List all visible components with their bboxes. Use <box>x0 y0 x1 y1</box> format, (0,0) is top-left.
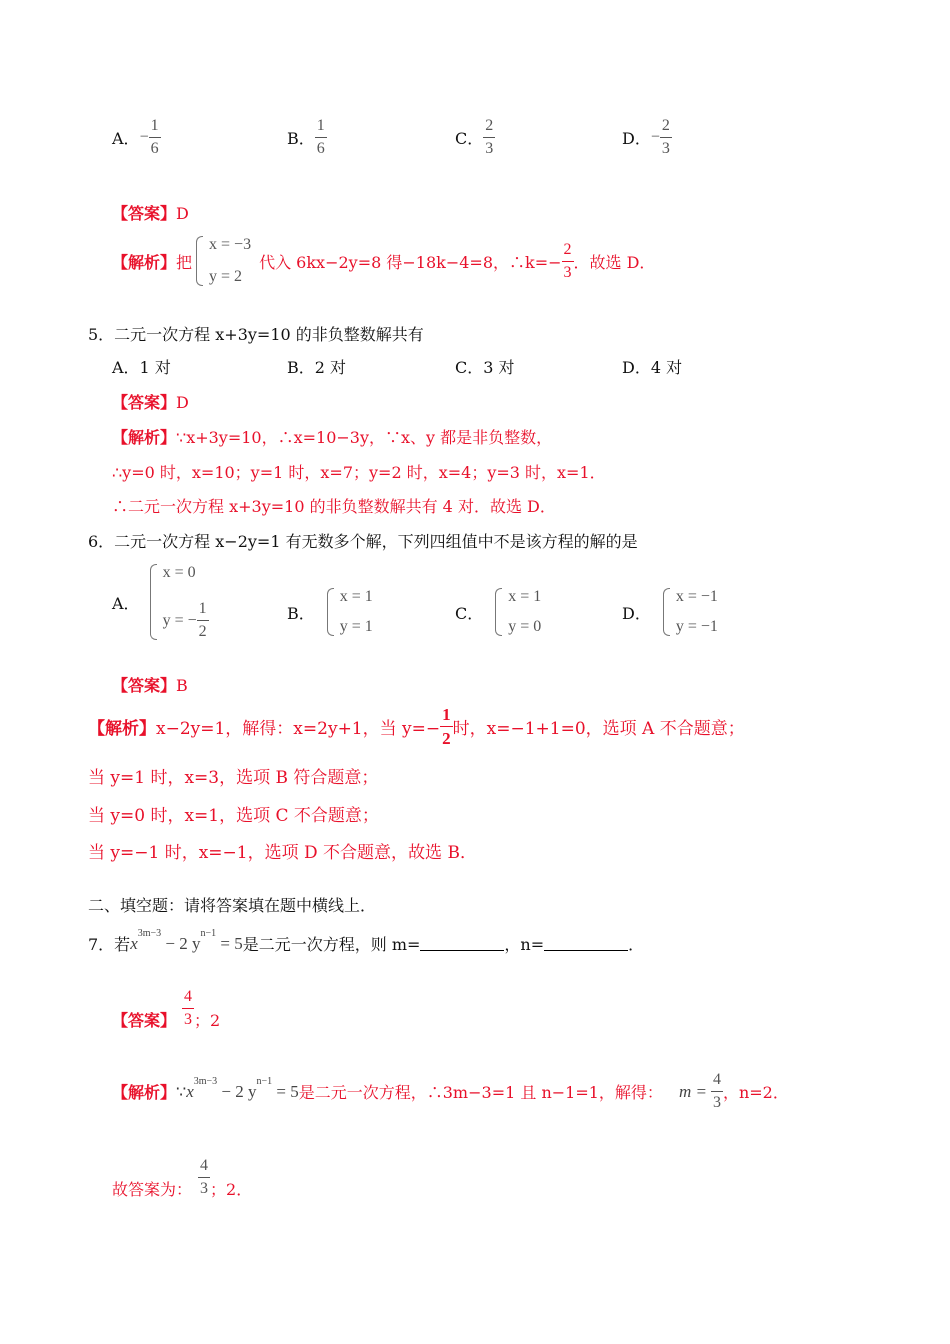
numerator: 1 <box>442 705 451 724</box>
analysis-text: 代入 6kx−2y=8 得−18k−4=8，∴k=− <box>259 252 562 272</box>
numerator: 4 <box>712 1071 721 1088</box>
denominator: 3 <box>198 1177 210 1197</box>
brace-icon <box>327 588 334 636</box>
q5-option-c: C．3 对 <box>455 358 515 377</box>
numerator: 1 <box>150 117 159 134</box>
analysis-tag: 【解析】 <box>112 1083 177 1102</box>
q7-stem <box>88 927 645 955</box>
q5-analysis-line1 <box>112 425 552 448</box>
fraction <box>660 118 672 157</box>
eq-exponent: n−1 <box>256 1075 273 1087</box>
system-row: x = 0 <box>162 564 196 581</box>
system-row: y = 1 <box>339 618 373 635</box>
q5-analysis-line2: ∴y=0 时，x=10；y=1 时，x=7；y=2 时，x=4；y=3 时，x=1． <box>112 463 606 482</box>
analysis-suffix: ．故选 D． <box>573 252 656 272</box>
q5-analysis-line3: ∴二元一次方程 x+3y=10 的非负整数解共有 4 对．故选 D． <box>112 497 556 516</box>
fraction <box>198 1158 210 1197</box>
analysis-tag: 【解析】 <box>112 428 177 447</box>
q4-analysis <box>112 236 655 286</box>
denominator: 3 <box>711 1091 723 1111</box>
fraction <box>182 989 194 1028</box>
numerator: 1 <box>198 600 207 617</box>
system-row <box>163 601 209 640</box>
eq-var: x <box>130 933 138 953</box>
option-label: A． <box>112 593 140 613</box>
q6-analysis-line1 <box>88 706 745 747</box>
numerator: 4 <box>184 988 193 1005</box>
option-label: C． <box>455 129 484 148</box>
answer-rest: ；2 <box>194 1011 221 1030</box>
q7-analysis <box>112 1072 789 1111</box>
analysis-text: x−2y=1，解得：x=2y+1，当 y=− <box>156 719 441 739</box>
equation-system <box>150 564 209 640</box>
answer-blank-n[interactable] <box>544 936 628 951</box>
answer-tag: 【答案】 <box>112 204 177 223</box>
q7-answer <box>112 986 220 1031</box>
numerator: 4 <box>200 1157 209 1174</box>
option-label: B． <box>287 129 315 148</box>
option-label: D． <box>622 129 651 148</box>
q5-answer <box>112 390 189 413</box>
equation-system <box>495 588 541 636</box>
final-prefix: 故答案为： <box>112 1180 193 1199</box>
eq-term: − 2 y <box>217 1081 257 1101</box>
q4-option-a <box>112 118 161 157</box>
final-rest: ；2． <box>210 1180 253 1199</box>
answer-value: B <box>176 676 188 695</box>
question-text: ． <box>628 935 645 954</box>
fraction <box>483 118 495 157</box>
brace-icon <box>495 588 502 636</box>
analysis-text: ，n=2． <box>722 1083 789 1102</box>
q5-option-d: D．4 对 <box>622 358 683 377</box>
answer-tag: 【答案】 <box>112 1011 177 1030</box>
q5-option-b: B．2 对 <box>287 358 347 377</box>
equation-system <box>196 236 251 286</box>
brace-icon <box>663 588 670 636</box>
q6-option-c <box>455 588 541 636</box>
fraction <box>562 242 574 281</box>
brace-icon <box>196 236 203 286</box>
analysis-text: 时，x=−1+1=0，选项 A 不合题意； <box>452 719 745 739</box>
analysis-text: 是二元一次方程，∴3m−3=1 且 n−1=1，解得： <box>298 1083 663 1102</box>
analysis-text: ∵x+3y=10，∴x=10−3y，∵x、y 都是非负整数， <box>176 428 553 447</box>
equation <box>130 927 243 954</box>
option-label: C． <box>455 603 484 623</box>
q6-option-b <box>287 588 373 636</box>
system-row: y = 2 <box>209 268 243 285</box>
q6-analysis-line2: 当 y=1 时，x=3，选项 B 符合题意； <box>88 768 379 788</box>
fraction <box>315 118 327 157</box>
numerator: 1 <box>316 117 325 134</box>
q4-option-d <box>622 118 672 157</box>
denominator: 6 <box>149 137 161 157</box>
option-label: D． <box>622 603 651 623</box>
eq-term: = 5 <box>216 933 243 953</box>
numerator: 2 <box>661 117 670 134</box>
system-row: x = 1 <box>508 588 542 605</box>
q6-stem: 6．二元一次方程 x−2y=1 有无数多个解，下列四组值中不是该方程的解的是 <box>88 532 638 551</box>
denominator: 3 <box>483 137 495 157</box>
eq-exponent: 3m−3 <box>137 927 162 939</box>
system-row: x = 1 <box>339 588 373 605</box>
fraction <box>197 601 209 640</box>
equation <box>186 1075 299 1102</box>
brace-icon <box>150 564 157 640</box>
answer-value: D <box>176 204 189 223</box>
q4-answer <box>112 201 189 224</box>
answer-tag: 【答案】 <box>112 676 177 695</box>
eq-exponent: n−1 <box>200 927 217 939</box>
q6-option-a <box>112 564 209 640</box>
numerator: 2 <box>563 240 572 258</box>
equation-system <box>663 588 718 636</box>
q6-answer <box>112 673 188 696</box>
fraction <box>440 706 453 747</box>
analysis-prefix: 把 <box>176 252 193 272</box>
system-row: x = −3 <box>209 236 252 253</box>
option-label: A． <box>112 129 140 148</box>
eq-term: − 2 y <box>161 933 201 953</box>
option-sign: − <box>139 128 149 146</box>
answer-value: D <box>176 393 189 412</box>
system-row: x = −1 <box>675 588 718 605</box>
system-row: y = −1 <box>675 618 718 635</box>
answer-tag: 【答案】 <box>112 393 177 412</box>
answer-blank-m[interactable] <box>420 936 504 951</box>
section-title: 二、填空题：请将答案填在题中横线上． <box>88 896 377 915</box>
q6-option-d <box>622 588 718 636</box>
fraction <box>711 1072 723 1111</box>
q4-option-b <box>287 118 327 157</box>
q6-analysis-line4: 当 y=−1 时，x=−1，选项 D 不合题意，故选 B． <box>88 843 477 863</box>
q7-final <box>112 1155 252 1200</box>
denominator: 3 <box>562 261 574 281</box>
analysis-var: m = <box>678 1081 707 1101</box>
equation-system <box>327 588 373 636</box>
question-text: ，n= <box>504 935 545 954</box>
row-prefix: y = − <box>162 611 197 629</box>
q6-analysis-line3: 当 y=0 时，x=1，选项 C 不合题意； <box>88 806 379 826</box>
q5-stem: 5．二元一次方程 x+3y=10 的非负整数解共有 <box>88 325 424 344</box>
system-row: y = 0 <box>508 618 542 635</box>
numerator: 2 <box>485 117 494 134</box>
option-sign: − <box>650 128 660 146</box>
denominator: 6 <box>315 137 327 157</box>
analysis-tag: 【解析】 <box>88 719 156 739</box>
question-text: 是二元一次方程，则 m= <box>242 935 421 954</box>
denominator: 3 <box>182 1008 194 1028</box>
analysis-tag: 【解析】 <box>112 252 177 272</box>
denominator: 2 <box>197 620 209 640</box>
q5-option-a: A．1 对 <box>112 358 171 377</box>
question-prefix: 7．若 <box>88 935 131 954</box>
analysis-text: ∵ <box>176 1082 187 1101</box>
denominator: 2 <box>440 726 453 747</box>
eq-var: x <box>186 1081 194 1101</box>
q4-option-c <box>455 118 495 157</box>
eq-exponent: 3m−3 <box>193 1075 218 1087</box>
fraction <box>149 118 161 157</box>
option-label: B． <box>287 603 315 623</box>
eq-term: = 5 <box>272 1081 299 1101</box>
denominator: 3 <box>660 137 672 157</box>
